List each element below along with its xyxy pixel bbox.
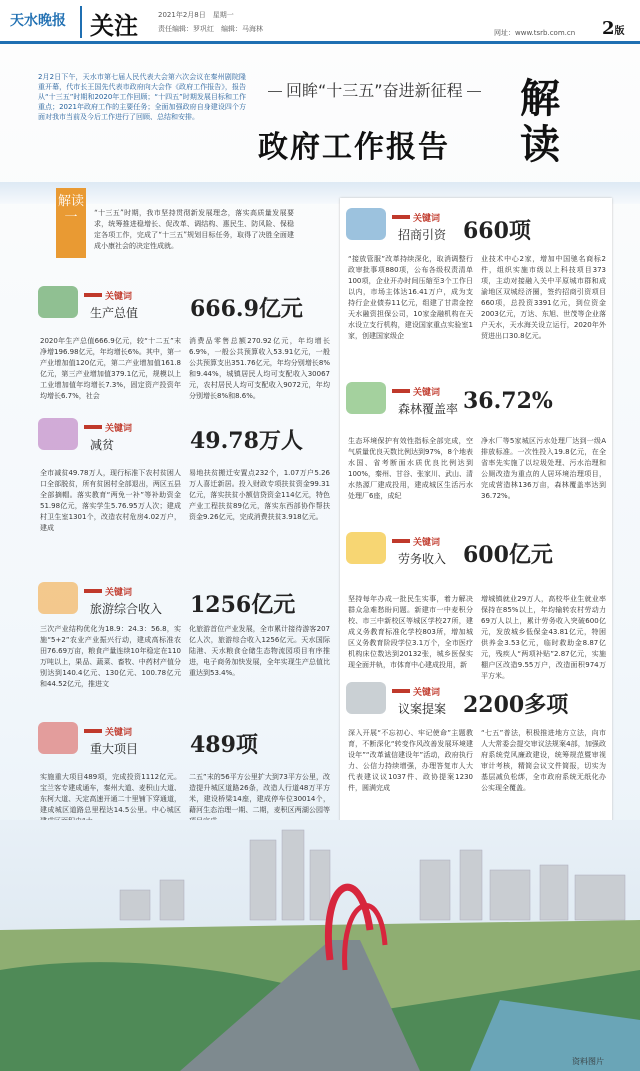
keyword-value: 600亿元 <box>463 542 553 568</box>
keyword-name: 重大项目 <box>90 742 139 756</box>
lead-paragraph: “十三五”时期，我市坚持贯彻新发展理念，落实高质量发展要求，统筹推进稳增长、促改革、调结构、惠民生、防风险、保稳定各项工作，完成了“十三五”规划目标任务，取得了决胜全面建成小康社会的决定性成就。 <box>94 209 294 250</box>
keyword-text-left: 深入开展“不忘初心、牢记使命”主题教育，不断深化“转变作风改善发展环境建设年”“改革诚信建设年”活动，政府执行力、公信力持续增强，办理答复市人大代表建议议1037件、政协提案1230件，圆满完成 <box>348 729 473 792</box>
keyword-value: 1256亿元 <box>190 592 296 618</box>
keyword-name: 劳务收入 <box>398 552 447 566</box>
keyword-illustration-icon <box>38 582 78 614</box>
keyword-text-right: “七五”普法，积极推进地方立法，向市人大常委会提交审议法规案4部，加强政府系统党风廉政建设，统筹规范暨审视审计考核，精简会议文件简报，切实为基层减负松绑，全市政府系统无纸化办公实现全覆盖。 <box>481 729 606 792</box>
photo-caption: 资料图片 <box>572 1057 604 1066</box>
date-line: 2021年2月8日 星期一 <box>158 11 234 19</box>
keyword-name: 招商引资 <box>398 228 447 242</box>
divider <box>80 6 82 38</box>
keyword-illustration-icon <box>346 682 386 714</box>
keyword-text-left: 三次产业结构优化为18.9：24.3：56.8，实施“5+2”农业产业振兴行动，建成高标准农田76.69万亩，粮食产量连续10年稳定在110万吨以上，果品、蔬菜、畜牧、中药材产值分别达到140.4亿元、130亿元、100.78亿元和44.52亿元，推进文 <box>40 625 181 688</box>
keyword-name: 减贫 <box>90 438 115 452</box>
keyword-label: 关键词 <box>105 292 133 302</box>
keyword-value: 660项 <box>463 218 531 244</box>
newspaper-name: 天水晚报 <box>10 13 66 29</box>
keyword-text-left: 生态环境保护有效性指标全部完成，空气质量优良天数比例达到97%，8个地表水国、省考断面水质优良比例达到100%，秦州、甘谷、张家川、武山、清水热源厂建成投用，建成城区生活污水处理厂6座，成纪 <box>348 437 474 500</box>
subtitle: 回眸“十三五”奋进新征程 <box>264 78 485 101</box>
intro-paragraph: 2月2日下午，天水市第七届人民代表大会第六次会议在秦州剧院隆重开幕，代市长王国先代表市政府向大会作《政府工作报告》，报告从“十三五”时期和2020年工作回顾；“十四五”时期发展目标和工作重点；2021年政府工作的主要任务；全面加强政府自身建设四个方面对我市当前及今后工作进行了回顾、总结和安排。 <box>38 73 246 121</box>
keyword-text-right: 净水厂等5家城区污水处理厂达到一级A排放标准。一次性投入19.8亿元，在全省率先实施了以垃圾处理、污水治理和公厕改造为重点的人居环境治理项目，完成营造林136万亩，森林覆盖率达到36.72%。 <box>481 437 606 500</box>
keyword-text-left: 坚持每年办成一批民生实事，着力解决群众急难愁盼问题。新建市一中麦积分校、市三中新校区等城区学校27所，建成义务教育标准化学校803所，增加城区义务教育阶段学位3.1万个，全市医疗机构床位数达到20132张，城乡医保实现全面并轨，市体育中心建成投用，新 <box>348 595 473 669</box>
keyword-name: 旅游综合收入 <box>90 602 163 616</box>
keyword-text-left: “接放管服”改革持续深化，取消调整行政审批事项880项，公布各级权责清单100项，企业开办时间压缩至3个工作日以内，市场主体达16.41万户，成为支持行企业债券11亿元，组建了甘肃金控天水融资担保公司，10家金融机构在天水设立支行机构，建设国家重点实验室1家，创建国家级企 <box>348 255 473 340</box>
keyword-text-left: 实施重大项目489项，完成投资1112亿元。宝兰客专建成通车，秦州大道、麦积山大道、东柯大道、天定高速开通二十里铺下穿通道，建成城区道路总里程达14.5公里。中心城区 <box>40 773 181 814</box>
keyword-value: 666.9亿元 <box>190 296 303 322</box>
keyword-illustration-icon <box>346 532 386 564</box>
keyword-label: 关键词 <box>413 214 441 224</box>
section-tag: 解读一 <box>56 188 86 258</box>
website[interactable]: 网址：www.tsrb.com.cn <box>494 29 576 37</box>
keyword-illustration-icon <box>38 286 78 318</box>
keyword-illustration-icon <box>346 382 386 414</box>
editor-line: 责任编辑：罗巩红 编辑：马海林 <box>158 25 263 33</box>
keyword-label: 关键词 <box>413 688 441 698</box>
keyword-text-right: 二五”末的56平方公里扩大到73平方公里，改造提升城区道路26条，改造人行道48万平方米，建设桥梁14座，建成停车位30014个，藉河生态治理一期、二期，麦积区两湖公园等 <box>189 773 330 814</box>
keyword-illustration-icon <box>38 418 78 450</box>
keyword-illustration-icon <box>346 208 386 240</box>
keyword-value: 49.78万人 <box>190 428 303 454</box>
keyword-value: 489项 <box>190 732 258 758</box>
masthead <box>0 0 640 44</box>
keyword-label: 关键词 <box>105 424 133 434</box>
keyword-label: 关键词 <box>413 388 441 398</box>
city-bridge-photo <box>0 820 640 1071</box>
keyword-text-right: 易地扶贫搬迁安置点232个，1.07万户5.26万人喜迁新居。投入财政专项扶贫资金99.31亿元，落实扶贫小额信贷资金114亿元，特色产业工程扶贫89亿元，落实东西部协作帮扶资金9.26亿元，完成消费扶贫3.918亿元。 <box>189 469 330 521</box>
keyword-name: 议案提案 <box>398 702 447 716</box>
keyword-value: 2200多项 <box>463 692 569 718</box>
keyword-text-left: 2020年生产总值666.9亿元，较“十二五”末净增196.98亿元，年均增长6%。其中，第一产业增加值120亿元，第二产业增加值161.8亿元，第三产业增加值379.1亿元，规模以上工业增加值年均增长7.3%，固定资产投资年均增长6.7%，社会 <box>40 337 181 400</box>
photo-illustration <box>0 820 640 1071</box>
keyword-label: 关键词 <box>105 588 133 598</box>
keyword-text-right: 化旅游首位产业发展，全市累计接待游客207亿人次，旅游综合收入1256亿元。天水国际陆港、天水粮食仓储生态物流园项目有序推进，电子商务加快发展，全年实现生产总值比重达到53.4%。 <box>189 625 330 677</box>
headline-characters: 解 读 <box>520 75 560 168</box>
keyword-label: 关键词 <box>105 728 133 738</box>
keyword-label: 关键词 <box>413 538 441 548</box>
keyword-value: 36.72% <box>463 388 553 414</box>
page-number: 2版 <box>602 18 625 39</box>
page-title: 政府工作报告 <box>258 130 450 165</box>
section-title: 关注 <box>90 11 138 40</box>
keyword-name: 生产总值 <box>90 306 139 320</box>
keyword-illustration-icon <box>38 722 78 754</box>
keyword-name: 森林覆盖率 <box>398 402 459 416</box>
keyword-text-right: 增城镇就业29万人，高校毕业生就业率保持在85%以上，年均输转农村劳动力69万人以上，累计劳务收入突破600亿元，发放城乡低保金43.81亿元，特困供养金3.53亿元，临时救助金8.87亿元，残疾人“两项补贴”2.87亿元，实施棚户区改造9.55万户，改造面积974万平方米。 <box>481 595 606 680</box>
keyword-text-right: 消费品零售总额270.92亿元，年均增长6.9%，一般公共预算收入53.91亿元，一般公共预算支出351.76亿元，年均分别增长8%和9.44%，城镇居民人均可支配收入30067元，农村居民人均可支配收入9072元，年均分别增长8%和8.6%。 <box>189 337 330 400</box>
keyword-text-left: 全市减贫49.78万人，现行标准下农村贫困人口全部脱贫，所有贫困村全部退出，两区五县全部摘帽。落实教育“两免一补”等补助资金51.98亿元，落实学生5.76.95万人次；建成村卫生室1301个，改造农村危房4.02万户，建成 <box>40 469 181 532</box>
keyword-text-right: 业技术中心2家，增加中国驰名商标2件，组织实施市级以上科技项目373项，主动对接融入关中平原城市群和成渝地区双城经济圈，签约招商引资项目660项，总投资3391亿元，到位资金2003亿元，万达、东旭、世茂等企业落户天水，天水海关设立运行，2020年外贸进出口30.8亿元。 <box>481 255 606 340</box>
